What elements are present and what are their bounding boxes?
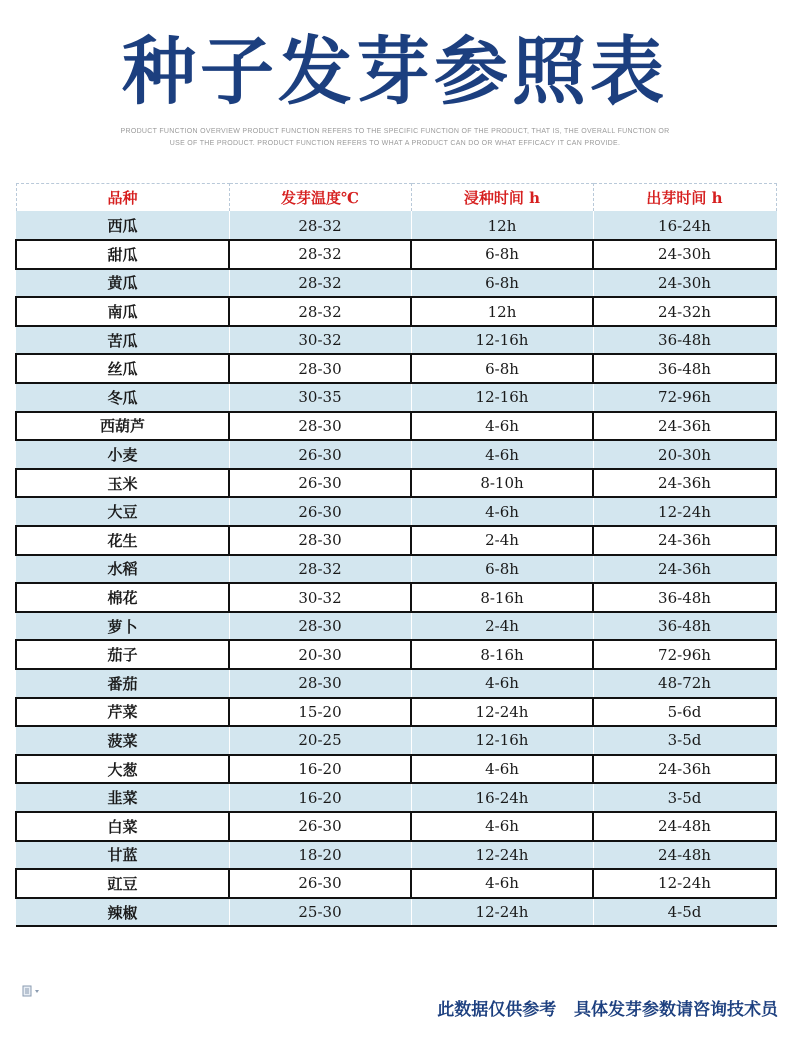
cell-variety: 棉花	[16, 583, 229, 612]
cell-variety: 大豆	[16, 497, 229, 526]
cell-sprout-time: 24-30h	[593, 269, 776, 298]
cell-soak-time: 4-6h	[411, 755, 593, 784]
cell-soak-time: 12h	[411, 297, 593, 326]
cell-temperature: 26-30	[229, 440, 411, 469]
cell-temperature: 28-30	[229, 526, 411, 555]
subtitle-line-2: USE OF THE PRODUCT. PRODUCT FUNCTION REFERS TO WHAT A PRODUCT CAN DO OR WHAT EFFICACY IT CAN PROVIDE.	[169, 140, 621, 147]
subtitle-line-1: PRODUCT FUNCTION OVERVIEW PRODUCT FUNCTION REFERS TO THE SPECIFIC FUNCTION OF THE PRODUCT, THAT IS, THE OVERALL FUNCTION OR	[120, 128, 670, 135]
cell-soak-time: 4-6h	[411, 412, 593, 441]
cell-temperature: 30-32	[229, 583, 411, 612]
cell-sprout-time: 24-36h	[593, 469, 776, 498]
table-row	[16, 640, 776, 669]
cell-temperature: 30-32	[229, 326, 411, 355]
cell-temperature: 28-32	[229, 269, 411, 298]
table-row	[16, 812, 776, 841]
cell-variety: 辣椒	[16, 898, 229, 927]
cell-temperature: 28-30	[229, 612, 411, 641]
cell-temperature: 28-30	[229, 669, 411, 698]
cell-variety: 苦瓜	[16, 326, 229, 355]
cell-variety: 南瓜	[16, 297, 229, 326]
cell-sprout-time: 4-5d	[593, 898, 776, 927]
cell-temperature: 28-32	[229, 240, 411, 269]
cell-sprout-time: 16-24h	[593, 212, 776, 241]
table-body	[16, 212, 776, 927]
cell-sprout-time: 48-72h	[593, 669, 776, 698]
table-row	[16, 783, 776, 812]
cell-sprout-time: 72-96h	[593, 383, 776, 412]
cell-soak-time: 8-16h	[411, 583, 593, 612]
cell-variety: 甜瓜	[16, 240, 229, 269]
table-row	[16, 698, 776, 727]
cell-sprout-time: 24-30h	[593, 240, 776, 269]
cell-variety: 冬瓜	[16, 383, 229, 412]
cell-temperature: 15-20	[229, 698, 411, 727]
cell-sprout-time: 20-30h	[593, 440, 776, 469]
cell-temperature: 16-20	[229, 755, 411, 784]
cell-soak-time: 12-24h	[411, 841, 593, 870]
cell-sprout-time: 24-32h	[593, 297, 776, 326]
cell-variety: 丝瓜	[16, 354, 229, 383]
table-row	[16, 497, 776, 526]
cell-temperature: 25-30	[229, 898, 411, 927]
cell-variety: 花生	[16, 526, 229, 555]
cell-soak-time: 6-8h	[411, 555, 593, 584]
cell-soak-time: 4-6h	[411, 497, 593, 526]
table-header-row	[16, 184, 776, 212]
cell-sprout-time: 36-48h	[593, 612, 776, 641]
cell-variety: 萝卜	[16, 612, 229, 641]
cell-temperature: 30-35	[229, 383, 411, 412]
cell-variety: 韭菜	[16, 783, 229, 812]
header-soak-time: 浸种时间 h	[411, 184, 593, 212]
cell-temperature: 28-30	[229, 354, 411, 383]
cell-soak-time: 6-8h	[411, 354, 593, 383]
cell-variety: 西瓜	[16, 212, 229, 241]
cell-temperature: 20-25	[229, 726, 411, 755]
cell-sprout-time: 3-5d	[593, 783, 776, 812]
cell-soak-time: 4-6h	[411, 669, 593, 698]
cell-soak-time: 12-16h	[411, 726, 593, 755]
cell-temperature: 18-20	[229, 841, 411, 870]
table-row	[16, 440, 776, 469]
table-row	[16, 469, 776, 498]
cell-sprout-time: 12-24h	[593, 869, 776, 898]
cell-temperature: 28-32	[229, 297, 411, 326]
cell-soak-time: 16-24h	[411, 783, 593, 812]
footer-note: 此数据仅供参考 具体发芽参数请咨询技术员	[437, 1000, 778, 1020]
cell-soak-time: 4-6h	[411, 812, 593, 841]
germination-table	[15, 183, 777, 927]
table-row	[16, 269, 776, 298]
cell-soak-time: 12h	[411, 212, 593, 241]
cell-soak-time: 6-8h	[411, 240, 593, 269]
cell-sprout-time: 24-48h	[593, 841, 776, 870]
table-row	[16, 526, 776, 555]
cell-sprout-time: 36-48h	[593, 326, 776, 355]
cell-soak-time: 8-10h	[411, 469, 593, 498]
cell-variety: 西葫芦	[16, 412, 229, 441]
table-row	[16, 726, 776, 755]
cell-sprout-time: 36-48h	[593, 583, 776, 612]
cell-variety: 玉米	[16, 469, 229, 498]
table-row	[16, 212, 776, 241]
cell-soak-time: 12-16h	[411, 326, 593, 355]
page-title: 种子发芽参照表	[122, 29, 668, 115]
table-row	[16, 326, 776, 355]
table-row	[16, 755, 776, 784]
table-row	[16, 354, 776, 383]
cell-soak-time: 4-6h	[411, 869, 593, 898]
cell-temperature: 26-30	[229, 869, 411, 898]
cell-soak-time: 2-4h	[411, 526, 593, 555]
cell-sprout-time: 12-24h	[593, 497, 776, 526]
table-row	[16, 612, 776, 641]
cell-sprout-time: 5-6d	[593, 698, 776, 727]
cell-temperature: 16-20	[229, 783, 411, 812]
cell-soak-time: 2-4h	[411, 612, 593, 641]
cell-soak-time: 6-8h	[411, 269, 593, 298]
cell-variety: 菠菜	[16, 726, 229, 755]
header-sprout-time: 出芽时间 h	[593, 184, 776, 212]
table-row	[16, 841, 776, 870]
cell-sprout-time: 24-36h	[593, 412, 776, 441]
header-temperature: 发芽温度℃	[229, 184, 411, 212]
table-row	[16, 669, 776, 698]
cell-soak-time: 12-24h	[411, 898, 593, 927]
cell-variety: 甘蓝	[16, 841, 229, 870]
table-row	[16, 240, 776, 269]
cell-soak-time: 12-16h	[411, 383, 593, 412]
cell-variety: 芹菜	[16, 698, 229, 727]
cell-temperature: 26-30	[229, 497, 411, 526]
cell-soak-time: 8-16h	[411, 640, 593, 669]
cell-temperature: 28-30	[229, 412, 411, 441]
cell-sprout-time: 3-5d	[593, 726, 776, 755]
document-icon[interactable]	[22, 985, 48, 997]
cell-variety: 大葱	[16, 755, 229, 784]
cell-variety: 番茄	[16, 669, 229, 698]
cell-sprout-time: 72-96h	[593, 640, 776, 669]
cell-temperature: 28-32	[229, 212, 411, 241]
cell-variety: 水稻	[16, 555, 229, 584]
table-row	[16, 583, 776, 612]
cell-temperature: 28-32	[229, 555, 411, 584]
cell-sprout-time: 36-48h	[593, 354, 776, 383]
cell-temperature: 20-30	[229, 640, 411, 669]
cell-soak-time: 12-24h	[411, 698, 593, 727]
cell-sprout-time: 24-36h	[593, 755, 776, 784]
cell-variety: 白菜	[16, 812, 229, 841]
cell-variety: 豇豆	[16, 869, 229, 898]
cell-temperature: 26-30	[229, 812, 411, 841]
cell-sprout-time: 24-36h	[593, 526, 776, 555]
cell-soak-time: 4-6h	[411, 440, 593, 469]
cell-temperature: 26-30	[229, 469, 411, 498]
table-row	[16, 412, 776, 441]
table-row	[16, 555, 776, 584]
cell-sprout-time: 24-36h	[593, 555, 776, 584]
cell-sprout-time: 24-48h	[593, 812, 776, 841]
cell-variety: 黄瓜	[16, 269, 229, 298]
cell-variety: 茄子	[16, 640, 229, 669]
table-row	[16, 898, 776, 927]
table-row	[16, 869, 776, 898]
cell-variety: 小麦	[16, 440, 229, 469]
table-row	[16, 297, 776, 326]
header-variety: 品种	[16, 184, 229, 212]
table-row	[16, 383, 776, 412]
